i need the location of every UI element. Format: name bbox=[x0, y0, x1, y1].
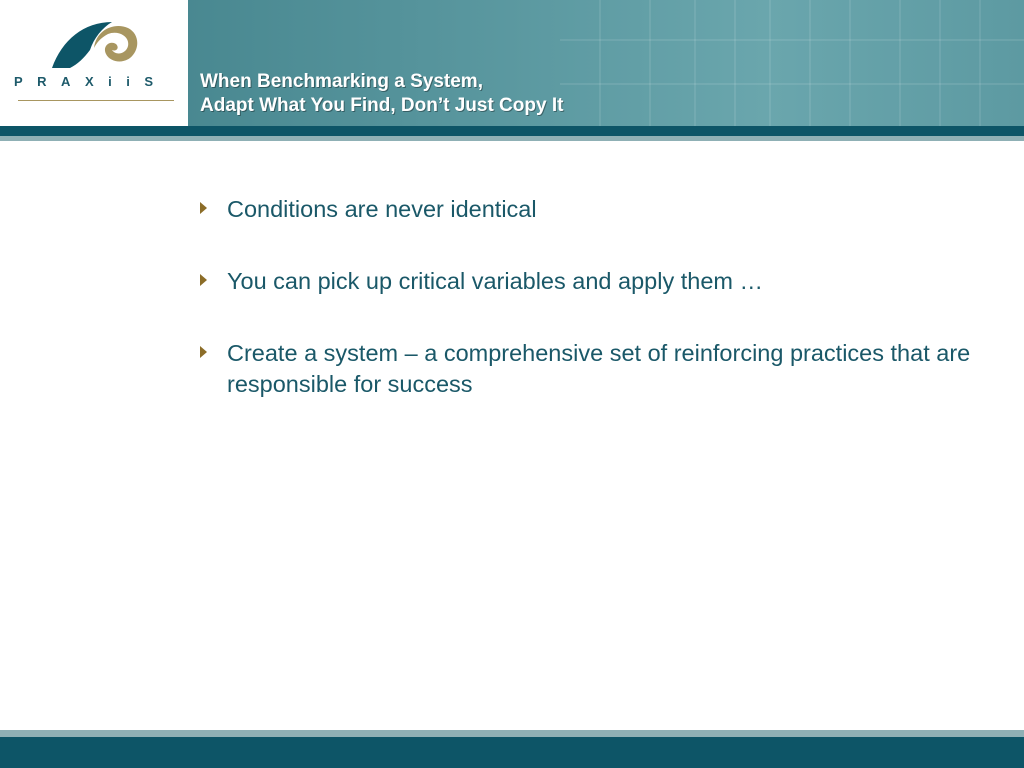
header-grid-pattern bbox=[560, 0, 1024, 126]
list-item bbox=[196, 194, 976, 225]
header-divider-dark bbox=[0, 126, 1024, 136]
footer-bar bbox=[0, 737, 1024, 768]
footer-divider-light bbox=[0, 730, 1024, 737]
bullet-text: Create a system – a comprehensive set of reinforcing practices that are responsible for success bbox=[227, 340, 971, 397]
list-item bbox=[196, 266, 976, 297]
list-item bbox=[196, 338, 976, 400]
triangle-right-bullet-icon bbox=[200, 202, 207, 214]
logo bbox=[0, 0, 188, 126]
triangle-right-bullet-icon bbox=[200, 274, 207, 286]
slide-header bbox=[0, 0, 1024, 126]
bullet-list bbox=[196, 194, 976, 441]
header-divider-light bbox=[0, 136, 1024, 141]
slide-title-line-2: Adapt What You Find, Don’t Just Copy It bbox=[200, 95, 564, 116]
slide-title bbox=[200, 70, 563, 118]
slide-title-line-1: When Benchmarking a System, bbox=[200, 71, 483, 92]
logo-wordmark: PRAXiiS bbox=[14, 74, 168, 89]
triangle-right-bullet-icon bbox=[200, 346, 207, 358]
bullet-text: Conditions are never identical bbox=[227, 196, 537, 222]
praxiis-wave-logo-icon bbox=[50, 18, 142, 70]
logo-underline bbox=[18, 100, 174, 101]
bullet-text: You can pick up critical variables and apply them … bbox=[227, 268, 764, 294]
